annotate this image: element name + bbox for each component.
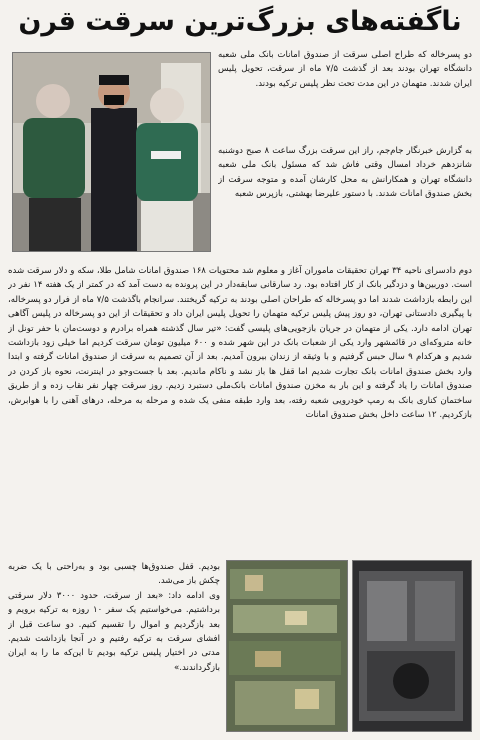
headline: ناگفته‌های بزرگ‌ترین سرقت قرن (18, 6, 462, 37)
article-column-bottom (8, 560, 220, 736)
paragraph-1: به گزارش خبرنگار جام‌جم، راز این سرقت بزرگ ساعت ۸ صبح دوشنبه شانزدهم خرداد امسال وقتی فاش شد که مسئول بانک ملی شعبه دانشگاه تهران و همکارانش به محل کارشان آمده و متوجه سرقت از بخش صندوق امانات شدند. با دستور علیرضا بهشتی، بازپرس شعبه (218, 146, 472, 200)
bank-vault-tunnel-photo (352, 560, 472, 732)
intro-text: دو پسرخاله که طراح اصلی سرقت از صندوق امانات بانک ملی شعبه دانشگاه تهران بودند بعد از گذشت ۷/۵ ماه از سرقت، تحویل پلیس ایران شدند. متهمان در این مدت تحت نظر پلیس ترکیه بودند. (218, 50, 472, 89)
article-body-full-width (8, 264, 472, 558)
paragraph-3: وی ادامه داد: «بعد از سرقت، حدود ۳۰۰۰ دلار سرقتی برداشتیم. می‌خواستیم یک سفر ۱۰ روزه به ترکیه برویم و بعد بازگردیم و اموال را تقسیم کنیم. دو ساعت قبل از افشای سرقت به ترکیه رفتیم و در آنجا بازداشت شدیم. مدتی در اختیار پلیس ترکیه بودیم تا این‌که ما را به ایران بازگرداندند.» (8, 590, 220, 673)
paragraph-3-lead: بودیم. قفل صندوق‌ها چسبی بود و به‌راحتی با یک ضربه چکش باز می‌شد. (8, 562, 220, 587)
article-intro (218, 48, 472, 142)
article-column-top (218, 144, 472, 264)
suspects-with-police-photo (12, 52, 211, 252)
seized-money-photo (226, 560, 348, 732)
paragraph-2: دوم دادسرای ناحیه ۳۴ تهران تحقیقات ماموران آغاز و معلوم شد محتویات ۱۶۸ صندوق امانات شامل طلا، سکه و دلار سرقت شده است. دوربین‌ها و دزدگیر بانک از کار افتاده بود. رد سارقانی سابقه‌دار در این پرونده به دست آمد که در کمتر از یک هفته ۱۴ نفر در این رابطه بازداشت شدند اما دو پسرخاله که طراحان اصلی بودند به ترکیه گریختند. سرانجام باگذشت ۷/۵ ماه از فرار دو پسرخاله، با پیگیری دادستانی تهران، دو روز پیش پلیس ترکیه متهمان را تحویل پلیس ایران داد و تحقیقات از این دو پسرخاله در پلیس آگاهی تهران ادامه دارد. یکی از متهمان در جریان بازجویی‌های پلیسی گفت: «تیر سال گذشته همراه برادرم و دوست‌مان با حفر تونل از خانه متروکه‌ای در قائمشهر وارد یکی از شعبات بانک در این شهر شده و ۶۰۰ میلیون تومان سرقت کردیم اما خیلی زود بازداشت شدیم و هرکدام ۹ سال حبس گرفتیم و با وثیقه از زندان بیرون آمدیم. بعد از آن تصمیم به سرقت از صندوق امانات گرفته و ابتدا وارد بخش صندوق امانات بانک تجارت شدیم اما قفل ها باز نشد و ناکام ماندیم. بعد با جست‌وجو در اینترنت، نحوه باز کردن در صندوق امانات را یاد گرفته و این بار به مخزن صندوق امانات بانک‌ملی دستبرد زدیم. روز سرقت چهار نفر نقاب زده و از طریق ساختمان کناری بانک به رمپ خودرویی شعبه رفته، بعد وارد طبقه منفی یک شده و مرحله به مرحله، درهای آهنی را با هوابرش، بازکردیم. ۱۲ ساعت داخل بخش صندوق امانات (8, 266, 472, 421)
